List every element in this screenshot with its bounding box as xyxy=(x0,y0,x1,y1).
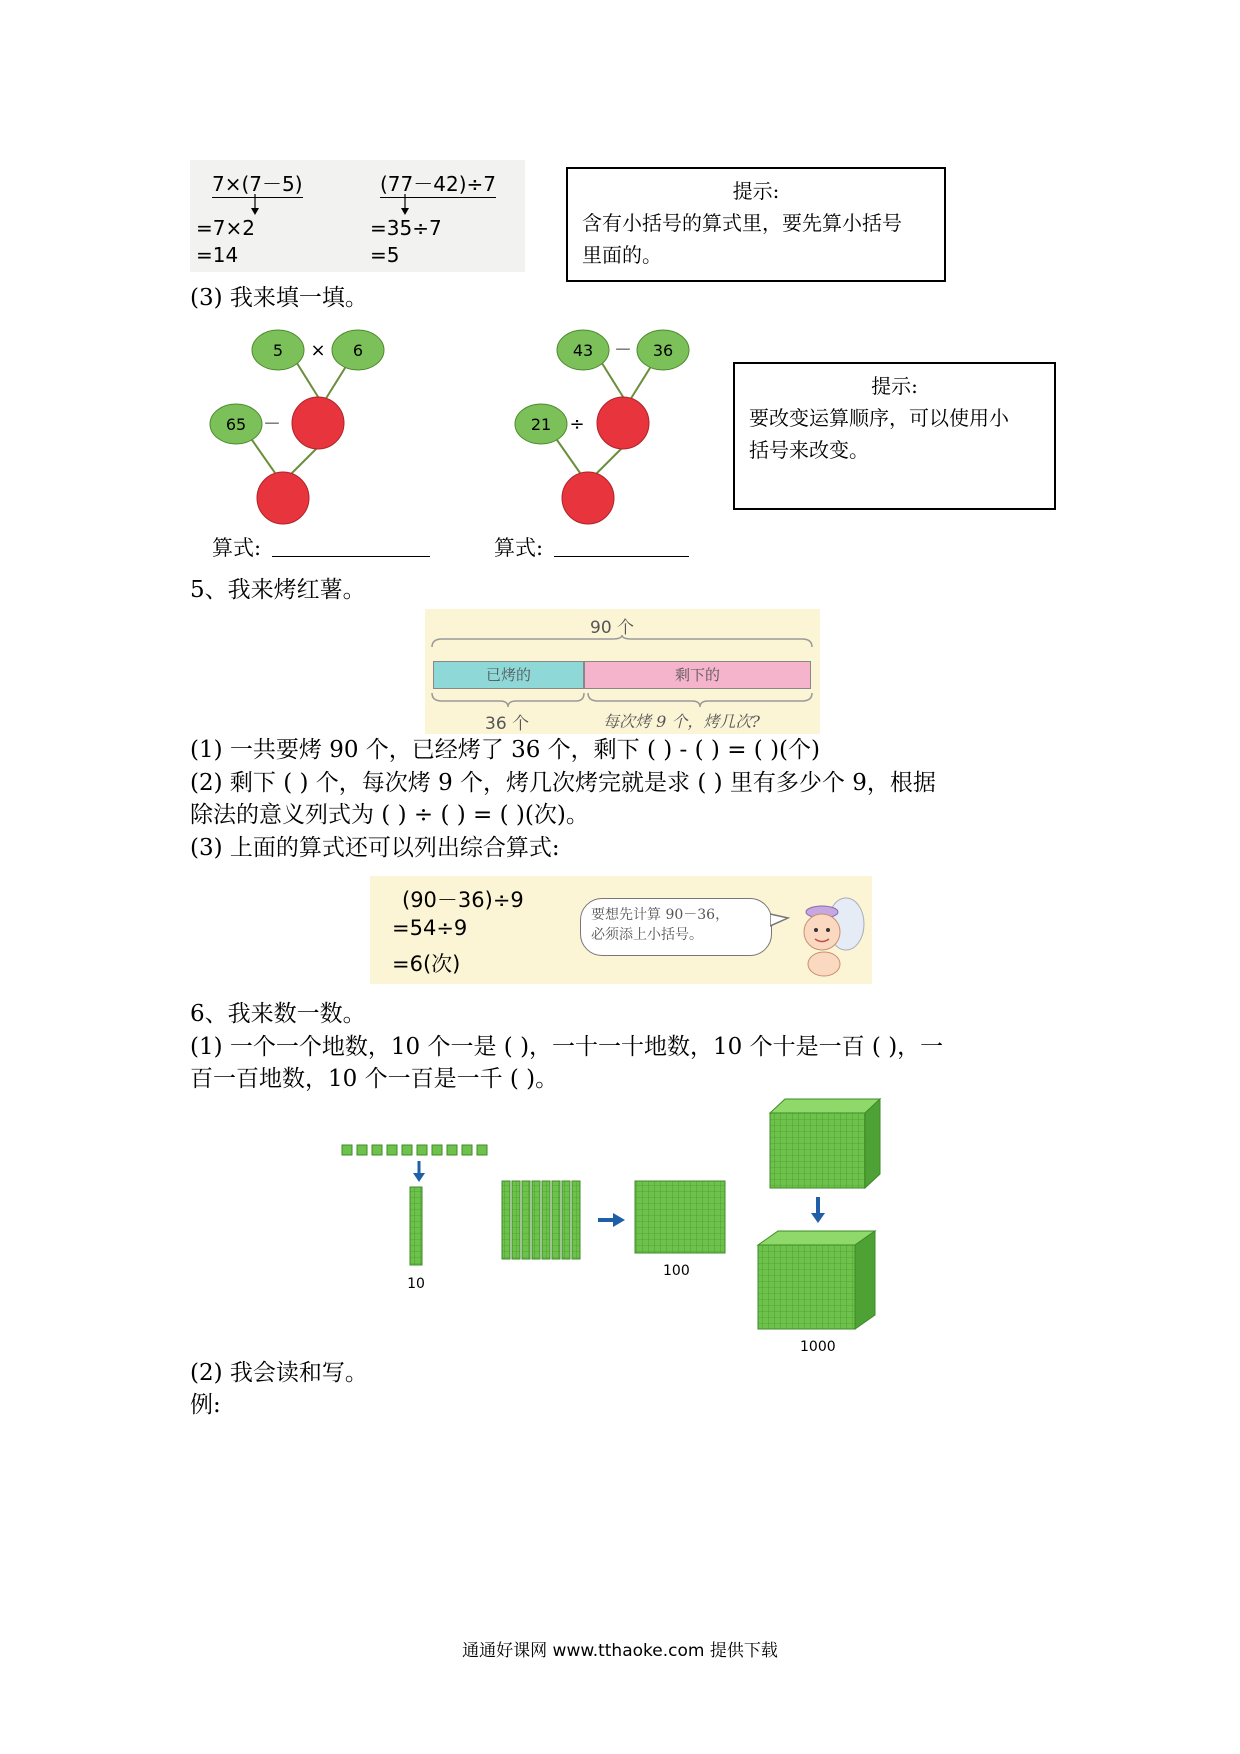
ten-rods-group xyxy=(502,1181,580,1259)
counting-blocks-diagram xyxy=(330,1095,910,1355)
label-1000: 1000 xyxy=(800,1339,836,1355)
tree1-leaf-top-right: 6 xyxy=(352,341,364,360)
example-left-expr: 7×(7－5) xyxy=(212,168,303,198)
question-6-2: (2) 我会读和写。 xyxy=(190,1360,368,1386)
formula-label-1: 算式: xyxy=(212,536,262,560)
tree1-op-left: － xyxy=(263,414,281,435)
hint-body-line1: 要改变运算顺序，可以使用小 xyxy=(749,406,1009,430)
bubble-line1: 要想先计算 90－36， xyxy=(591,907,730,923)
combined-line1: (90－36)÷9 xyxy=(402,888,524,912)
thousand-cube xyxy=(758,1231,875,1329)
angel-character-icon xyxy=(788,894,868,982)
hundred-flats-stack xyxy=(770,1099,880,1188)
remaining-label: 剩下的 xyxy=(674,666,720,684)
question-6-title: 6、我来数一数。 xyxy=(190,1001,366,1027)
arrow-down-icon xyxy=(250,194,260,216)
tree2-op-left: ÷ xyxy=(569,414,585,435)
example-calculations xyxy=(190,160,525,272)
formula-label-2: 算式: xyxy=(494,536,544,560)
question-5-2a: (2) 剩下 ( ) 个，每次烤 9 个，烤几次烤完就是求 ( ) 里有多少个 9，根据 xyxy=(190,770,936,796)
combined-line2: =54÷9 xyxy=(392,916,468,940)
question-5-2b: 除法的意义列式为 ( ) ÷ ( ) = ( )(次)。 xyxy=(190,802,589,828)
baked-count-label: 36 个 xyxy=(485,714,530,734)
question-3-title: (3) 我来填一填。 xyxy=(190,285,368,311)
ten-rod xyxy=(410,1187,422,1265)
label-100: 100 xyxy=(663,1263,690,1279)
baked-bar xyxy=(433,661,584,689)
tree2-op-top: － xyxy=(614,340,632,361)
apple-icon xyxy=(292,397,344,449)
question-label: 每次烤 9 个，烤几次? xyxy=(603,712,760,731)
page-footer: 通通好课网 www.tthaoke.com 提供下载 xyxy=(462,1641,778,1661)
tree2-leaf-top-right: 36 xyxy=(652,341,674,360)
question-5-3: (3) 上面的算式还可以列出综合算式: xyxy=(190,835,560,861)
arrow-down-icon xyxy=(811,1197,825,1223)
apple-icon xyxy=(597,397,649,449)
hint-title: 提示: xyxy=(871,374,918,398)
bubble-tail-icon xyxy=(770,912,790,928)
hint-body-line2: 里面的。 xyxy=(582,243,662,267)
apple-icon xyxy=(257,472,309,524)
tree2-leaf-top-left: 43 xyxy=(572,341,594,360)
apple-tree-diagram-2 xyxy=(505,320,765,535)
arrow-down-icon xyxy=(413,1161,425,1182)
total-brace xyxy=(430,635,815,649)
bubble-line2: 必须添上小括号。 xyxy=(591,927,703,943)
hint-box-parentheses xyxy=(566,167,946,282)
apple-tree-diagram-1 xyxy=(200,320,460,535)
apple-icon xyxy=(562,472,614,524)
combined-line3: =6(次) xyxy=(392,952,461,976)
question-5-1: (1) 一共要烤 90 个，已经烤了 36 个，剩下 ( ) - ( ) = ( )(个) xyxy=(190,737,820,763)
unit-cubes xyxy=(342,1145,487,1155)
total-label: 90 个 xyxy=(590,618,635,638)
question-5-title: 5、我来烤红薯。 xyxy=(190,577,366,603)
arrow-down-icon xyxy=(400,194,410,216)
bottom-braces xyxy=(430,693,815,707)
combined-formula-panel xyxy=(370,876,872,984)
example-right-step1: =35÷7 xyxy=(370,216,442,240)
tree1-op-top: × xyxy=(310,340,326,361)
hint-box-order xyxy=(733,362,1056,510)
hundred-flat xyxy=(635,1181,725,1253)
hint-title: 提示: xyxy=(732,179,780,203)
example-right-step2: =5 xyxy=(370,243,400,267)
formula-answer-line-1[interactable] xyxy=(272,556,430,557)
example-left-step1: =7×2 xyxy=(196,216,255,240)
remaining-bar xyxy=(584,661,811,689)
tree1-leaf-left: 65 xyxy=(225,415,247,434)
baked-label: 已烤的 xyxy=(485,666,531,684)
hint-body-line2: 括号来改变。 xyxy=(749,438,869,462)
sweet-potato-diagram xyxy=(425,609,820,734)
tree2-leaf-left: 21 xyxy=(530,415,552,434)
example-left-step2: =14 xyxy=(196,243,239,267)
speech-bubble xyxy=(580,898,772,956)
tree1-leaf-top-left: 5 xyxy=(272,341,284,360)
question-6-1a: (1) 一个一个地数，10 个一是 ( )，一十一十地数，10 个十是一百 ( )，一 xyxy=(190,1034,944,1060)
example-label: 例: xyxy=(190,1392,221,1418)
example-right-expr: (77－42)÷7 xyxy=(380,168,496,198)
arrow-right-icon xyxy=(598,1213,625,1227)
question-6-1b: 百一百地数，10 个一百是一千 ( )。 xyxy=(190,1066,559,1092)
label-10: 10 xyxy=(407,1276,425,1292)
formula-answer-line-2[interactable] xyxy=(554,556,689,557)
hint-body-line1: 含有小括号的算式里，要先算小括号 xyxy=(582,211,902,235)
